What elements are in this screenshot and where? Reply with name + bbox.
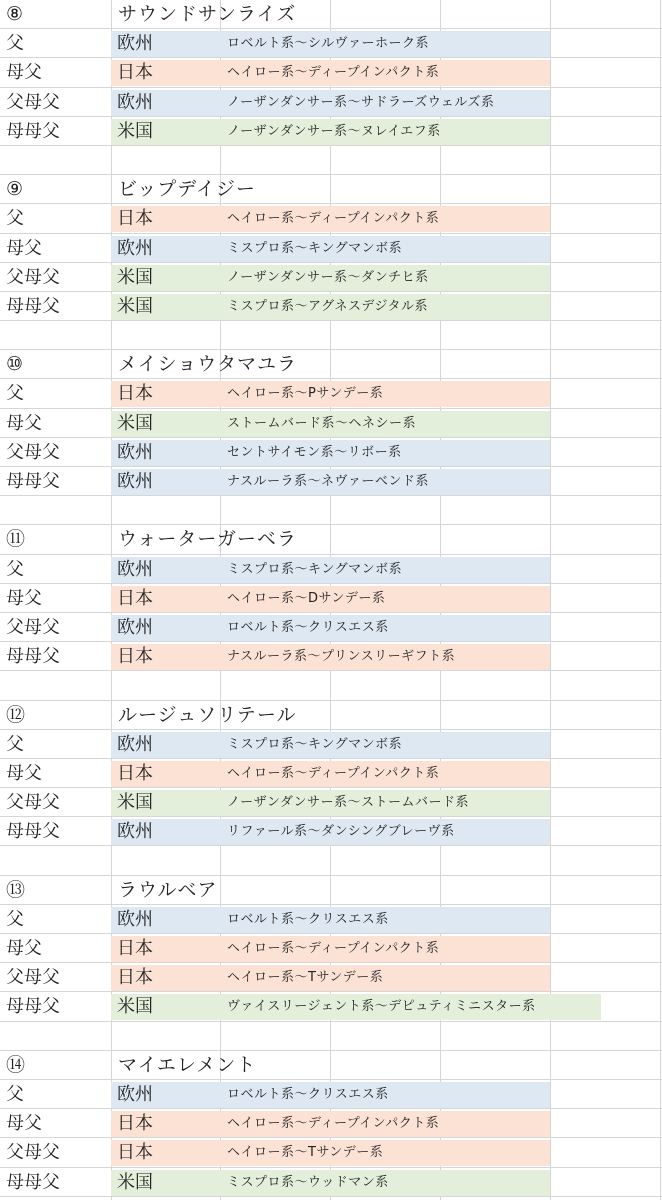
horse-number: ⑩ [6,353,24,376]
pedigree-role: 母父 [6,938,42,959]
lineage-text: セントサイモン系～リボー系 [227,444,402,460]
lineage-bar [111,557,550,583]
lineage-bar [111,31,550,57]
region-label: 米国 [117,266,153,288]
pedigree-role: 父母父 [6,1142,60,1164]
pedigree-row [0,1109,662,1138]
horse-name: ウォーターガーベラ [118,528,297,551]
lineage-text: ヴァイスリージェント系～デピュティミニスター系 [227,999,536,1015]
horse-header-row [0,175,662,204]
horse-header-row [0,350,662,379]
lineage-text: ロベルト系～クリスエス系 [227,619,389,635]
pedigree-row [0,759,662,788]
horse-name: マイエレメント [118,1053,257,1076]
region-label: 米国 [117,1171,153,1193]
spacer-row [0,1022,662,1051]
lineage-text: ヘイロー系～Tサンデー系 [227,970,384,986]
horse-number: ⑧ [6,3,24,25]
pedigree-role: 母母父 [6,471,60,492]
lineage-text: ヘイロー系～ディープインパクト系 [227,211,440,227]
region-label: 欧州 [117,558,153,580]
lineage-bar [111,615,550,641]
lineage-text: ナスルーラ系～ネヴァーベンド系 [227,474,429,489]
lineage-text: ノーザンダンサー系～ストームバード系 [227,795,469,811]
region-label: 欧州 [117,1083,153,1105]
pedigree-row [0,963,662,992]
horse-header-row [0,0,662,29]
pedigree-role: 母父 [6,412,42,434]
spacer-row [0,321,662,350]
lineage-bar [111,236,550,262]
lineage-bar [111,294,550,320]
lineage-bar [111,965,550,991]
pedigree-row [0,409,662,438]
lineage-bar [111,644,550,670]
spacer-row [0,146,662,175]
horse-number: ⑪ [6,528,26,551]
pedigree-role: 母母父 [6,646,60,668]
horse-header-row [0,525,662,554]
pedigree-row [0,905,662,934]
region-label: 欧州 [117,33,153,55]
pedigree-role: 父 [6,33,24,55]
lineage-bar [111,761,550,787]
horse-name: ビップデイジー [118,178,256,201]
region-label: 欧州 [117,733,153,755]
lineage-text: ヘイロー系～ディープインパクト系 [227,65,440,81]
lineage-text: ヘイロー系～ディープインパクト系 [227,765,440,781]
lineage-text: ロベルト系～シルヴァーホーク系 [227,36,430,52]
spacer-row [0,671,662,700]
region-label: 日本 [117,62,153,84]
pedigree-row [0,1080,662,1109]
lineage-bar [111,936,550,962]
region-label: 日本 [117,1113,153,1135]
pedigree-row [0,467,662,496]
lineage-text: ミスプロ系～キングマンボ系 [227,240,403,256]
lineage-bar [111,1082,550,1108]
pedigree-role: 父母父 [6,967,60,989]
pedigree-row [0,613,662,642]
spacer-row [0,846,662,875]
lineage-bar [111,206,550,232]
pedigree-role: 父 [6,558,24,580]
lineage-bar [111,90,550,116]
lineage-text: ヘイロー系～Dサンデー系 [227,590,386,606]
region-label: 日本 [117,967,153,989]
pedigree-row [0,117,662,146]
horse-name: ルージュソリテール [118,703,297,726]
lineage-bar [111,381,550,407]
lineage-text: ナスルーラ系～プリンスリーギフト系 [227,649,456,665]
lineage-bar [111,586,550,612]
region-label: 欧州 [117,908,153,930]
horse-header-row [0,1051,662,1080]
pedigree-row [0,29,662,58]
pedigree-row [0,817,662,846]
pedigree-row [0,584,662,613]
pedigree-role: 母父 [6,762,42,784]
lineage-text: ノーザンダンサー系～ダンチヒ系 [227,269,429,285]
region-label: 日本 [117,938,153,959]
pedigree-role: 父母父 [6,266,60,288]
lineage-bar [111,440,550,466]
pedigree-row [0,379,662,408]
region-label: 日本 [117,1142,153,1164]
pedigree-role: 母母父 [6,996,60,1018]
region-label: 日本 [117,587,153,609]
lineage-bar [111,119,550,145]
pedigree-row [0,1138,662,1167]
pedigree-row [0,555,662,584]
lineage-text: ノーザンダンサー系～サドラーズウェルズ系 [227,94,495,110]
region-label: 日本 [117,383,153,405]
region-label: 米国 [117,295,153,317]
region-label: 欧州 [117,821,153,843]
lineage-text: ストームバード系～ヘネシー系 [227,415,417,431]
horse-name: サウンドサンライズ [118,3,297,25]
pedigree-role: 母母父 [6,821,60,843]
pedigree-role: 母父 [6,62,42,84]
region-label: 米国 [117,120,153,142]
pedigree-role: 母父 [6,237,42,259]
lineage-text: ミスプロ系～アグネスデジタル系 [227,298,428,314]
lineage-bar [111,265,550,291]
pedigree-row [0,263,662,292]
lineage-bar [111,732,550,758]
lineage-bar [111,60,550,86]
pedigree-row [0,934,662,963]
horse-header-row [0,701,662,730]
pedigree-row [0,992,662,1021]
pedigree-role: 母母父 [6,120,60,142]
pedigree-row [0,292,662,321]
pedigree-role: 父母父 [6,792,60,814]
pedigree-row [0,1168,662,1197]
lineage-text: ノーザンダンサー系～ヌレイエフ系 [227,123,441,139]
lineage-text: ヘイロー系～Tサンデー系 [227,1145,384,1161]
region-label: 日本 [117,762,153,784]
horse-name: ラウルベア [118,878,218,901]
lineage-bar [111,1140,550,1166]
lineage-bar [111,994,601,1020]
lineage-text: ロベルト系～クリスエス系 [227,1086,389,1102]
pedigree-row [0,788,662,817]
horse-number: ⑬ [6,878,26,901]
lineage-bar [111,790,550,816]
pedigree-row [0,730,662,759]
pedigree-row [0,204,662,233]
region-label: 欧州 [117,471,153,492]
pedigree-role: 母母父 [6,295,60,317]
pedigree-role: 父 [6,733,24,755]
lineage-text: ミスプロ系～ウッドマン系 [227,1174,389,1190]
region-label: 米国 [117,412,153,434]
lineage-text: ヘイロー系～Pサンデー系 [227,386,384,402]
lineage-bar [111,819,550,845]
lineage-bar [111,1170,550,1196]
horse-number: ⑨ [6,178,24,201]
horse-name: メイショウタマユラ [118,353,298,376]
pedigree-row [0,642,662,671]
lineage-text: ヘイロー系～ディープインパクト系 [227,1116,440,1132]
region-label: 欧州 [117,237,153,259]
pedigree-role: 父 [6,208,24,230]
pedigree-role: 父 [6,383,24,405]
region-label: 欧州 [117,91,153,113]
lineage-text: ミスプロ系～キングマンボ系 [227,561,403,577]
spacer-row [0,496,662,525]
horse-number: ⑭ [6,1053,26,1076]
horse-header-row [0,876,662,905]
lineage-bar [111,1111,550,1137]
region-label: 米国 [117,996,153,1018]
region-label: 日本 [117,646,153,668]
region-label: 日本 [117,208,153,230]
lineage-bar [111,907,550,933]
region-label: 欧州 [117,441,153,463]
lineage-text: ロベルト系～クリスエス系 [227,911,389,927]
lineage-bar [111,411,550,437]
pedigree-role: 父母父 [6,616,60,638]
pedigree-role: 母父 [6,1113,42,1135]
pedigree-role: 父 [6,1083,24,1105]
lineage-text: ミスプロ系～キングマンボ系 [227,736,403,752]
pedigree-row [0,88,662,117]
pedigree-row [0,58,662,87]
lineage-bar [111,469,550,495]
lineage-text: ヘイロー系～ディープインパクト系 [227,941,440,956]
pedigree-role: 父母父 [6,441,60,463]
horse-number: ⑫ [6,703,26,726]
pedigree-role: 父母父 [6,91,60,113]
pedigree-role: 母父 [6,587,42,609]
lineage-text: リファール系～ダンシングブレーヴ系 [227,824,455,840]
pedigree-row [0,438,662,467]
pedigree-role: 父 [6,908,24,930]
pedigree-row [0,234,662,263]
region-label: 米国 [117,792,153,814]
region-label: 欧州 [117,616,153,638]
pedigree-role: 母母父 [6,1171,60,1193]
